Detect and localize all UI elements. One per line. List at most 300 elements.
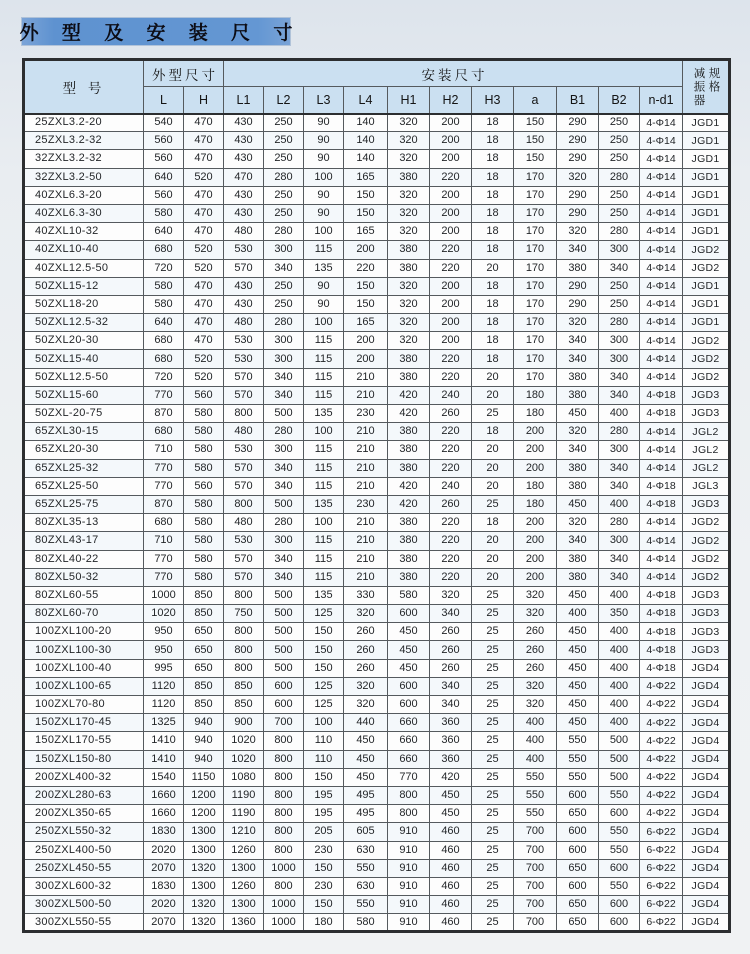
bolt-holes-cell: 4-Φ22 [640,696,683,714]
damper-spec-cell: JGD2 [683,332,730,350]
value-cell: 400 [599,405,640,423]
value-cell: 770 [144,477,184,495]
value-cell: 380 [388,423,430,441]
header-group-row [24,60,730,87]
value-cell: 90 [304,295,344,313]
bolt-holes-cell: 6-Φ22 [640,896,683,914]
value-cell: 320 [388,132,430,150]
damper-spec-cell: JGD4 [683,714,730,732]
value-cell: 25 [472,677,514,695]
subcolumn-header-h3: H3 [472,87,514,114]
value-cell: 320 [514,677,557,695]
value-cell: 220 [430,568,472,586]
value-cell: 1000 [264,859,304,877]
table-row [24,350,730,368]
model-cell: 80ZXL60-70 [24,605,144,623]
damper-spec-cell: JGD4 [683,750,730,768]
value-cell: 18 [472,277,514,295]
damper-label-part1: 减振器 [692,66,705,107]
model-cell: 32ZXL3.2-50 [24,168,144,186]
value-cell: 340 [264,368,304,386]
value-cell: 640 [144,223,184,241]
value-cell: 1000 [144,586,184,604]
model-cell: 150ZXL170-55 [24,732,144,750]
bolt-holes-cell: 4-Φ14 [640,114,683,132]
value-cell: 400 [514,732,557,750]
dimensions-table [22,58,731,933]
value-cell: 450 [557,623,599,641]
value-cell: 450 [557,586,599,604]
value-cell: 600 [599,805,640,823]
value-cell: 150 [304,768,344,786]
value-cell: 1150 [184,768,224,786]
value-cell: 1320 [184,896,224,914]
value-cell: 180 [514,386,557,404]
subcolumn-header-n-d1: n-d1 [640,87,683,114]
value-cell: 200 [514,532,557,550]
bolt-holes-cell: 4-Φ22 [640,714,683,732]
value-cell: 580 [184,459,224,477]
value-cell: 400 [599,623,640,641]
value-cell: 20 [472,568,514,586]
outline-dims-group-header: 外型尺寸 [144,60,224,87]
value-cell: 800 [264,841,304,859]
value-cell: 195 [304,786,344,804]
value-cell: 600 [557,841,599,859]
model-cell: 300ZXL550-55 [24,914,144,932]
bolt-holes-cell: 4-Φ14 [640,568,683,586]
value-cell: 18 [472,114,514,132]
value-cell: 220 [430,368,472,386]
value-cell: 280 [599,223,640,241]
value-cell: 340 [599,550,640,568]
bolt-holes-cell: 4-Φ18 [640,477,683,495]
value-cell: 110 [304,750,344,768]
value-cell: 1320 [184,914,224,932]
value-cell: 800 [264,750,304,768]
value-cell: 115 [304,368,344,386]
value-cell: 110 [304,732,344,750]
value-cell: 680 [144,350,184,368]
value-cell: 250 [599,132,640,150]
value-cell: 25 [472,696,514,714]
bolt-holes-cell: 4-Φ14 [640,368,683,386]
model-cell: 40ZXL10-40 [24,241,144,259]
value-cell: 200 [430,186,472,204]
value-cell: 910 [388,896,430,914]
value-cell: 380 [388,259,430,277]
value-cell: 2070 [144,914,184,932]
value-cell: 210 [344,477,388,495]
value-cell: 1020 [224,732,264,750]
value-cell: 470 [184,332,224,350]
value-cell: 500 [264,659,304,677]
value-cell: 380 [557,459,599,477]
table-row [24,314,730,332]
value-cell: 380 [388,241,430,259]
value-cell: 940 [184,732,224,750]
value-cell: 380 [388,350,430,368]
model-cell: 300ZXL600-32 [24,877,144,895]
value-cell: 660 [388,732,430,750]
value-cell: 580 [184,568,224,586]
value-cell: 125 [304,677,344,695]
value-cell: 470 [184,150,224,168]
value-cell: 25 [472,768,514,786]
value-cell: 290 [557,204,599,222]
table-row [24,768,730,786]
value-cell: 300 [264,332,304,350]
value-cell: 200 [430,114,472,132]
damper-spec-cell: JGD1 [683,168,730,186]
model-cell: 80ZXL43-17 [24,532,144,550]
subcolumn-header-b1: B1 [557,87,599,114]
value-cell: 800 [224,405,264,423]
bolt-holes-cell: 4-Φ14 [640,277,683,295]
value-cell: 25 [472,659,514,677]
value-cell: 18 [472,186,514,204]
value-cell: 18 [472,332,514,350]
value-cell: 940 [184,714,224,732]
value-cell: 210 [344,386,388,404]
value-cell: 340 [557,241,599,259]
value-cell: 220 [430,514,472,532]
value-cell: 770 [144,568,184,586]
value-cell: 700 [514,823,557,841]
value-cell: 165 [344,314,388,332]
model-cell: 25ZXL3.2-20 [24,114,144,132]
value-cell: 560 [184,477,224,495]
bolt-holes-cell: 4-Φ22 [640,786,683,804]
value-cell: 340 [557,532,599,550]
value-cell: 520 [184,241,224,259]
value-cell: 450 [557,696,599,714]
value-cell: 260 [344,641,388,659]
value-cell: 320 [388,332,430,350]
value-cell: 440 [344,714,388,732]
value-cell: 470 [184,114,224,132]
value-cell: 450 [557,659,599,677]
value-cell: 1120 [144,677,184,695]
value-cell: 850 [184,586,224,604]
value-cell: 530 [224,350,264,368]
value-cell: 25 [472,859,514,877]
value-cell: 180 [304,914,344,932]
table-row [24,168,730,186]
value-cell: 25 [472,914,514,932]
value-cell: 300 [599,332,640,350]
value-cell: 550 [599,823,640,841]
table-row [24,186,730,204]
bolt-holes-cell: 4-Φ18 [640,405,683,423]
value-cell: 1190 [224,805,264,823]
value-cell: 280 [264,223,304,241]
value-cell: 910 [388,841,430,859]
model-cell: 150ZXL150-80 [24,750,144,768]
value-cell: 210 [344,423,388,441]
damper-vertical-label [683,67,728,108]
value-cell: 170 [514,368,557,386]
bolt-holes-cell: 4-Φ22 [640,768,683,786]
value-cell: 1000 [264,896,304,914]
value-cell: 450 [430,805,472,823]
value-cell: 470 [184,277,224,295]
value-cell: 600 [388,696,430,714]
value-cell: 290 [557,150,599,168]
value-cell: 320 [557,168,599,186]
value-cell: 260 [344,659,388,677]
value-cell: 170 [514,259,557,277]
value-cell: 910 [388,914,430,932]
value-cell: 700 [514,841,557,859]
value-cell: 700 [514,914,557,932]
value-cell: 1320 [184,859,224,877]
value-cell: 500 [264,641,304,659]
value-cell: 100 [304,514,344,532]
value-cell: 500 [264,495,304,513]
model-cell: 50ZXL15-60 [24,386,144,404]
value-cell: 220 [430,423,472,441]
value-cell: 150 [304,859,344,877]
value-cell: 320 [514,586,557,604]
value-cell: 400 [514,750,557,768]
value-cell: 380 [388,550,430,568]
table-row [24,532,730,550]
value-cell: 230 [304,877,344,895]
value-cell: 580 [144,204,184,222]
value-cell: 25 [472,605,514,623]
bolt-holes-cell: 4-Φ14 [640,350,683,368]
value-cell: 600 [388,605,430,623]
value-cell: 580 [184,532,224,550]
value-cell: 340 [599,459,640,477]
value-cell: 650 [557,914,599,932]
table-row [24,750,730,768]
value-cell: 570 [224,568,264,586]
value-cell: 20 [472,441,514,459]
model-cell: 50ZXL12.5-50 [24,368,144,386]
value-cell: 550 [599,877,640,895]
value-cell: 600 [599,859,640,877]
value-cell: 470 [184,186,224,204]
install-dims-group-header: 安装尺寸 [224,60,683,87]
value-cell: 360 [430,732,472,750]
value-cell: 580 [184,550,224,568]
table-row [24,241,730,259]
bolt-holes-cell: 4-Φ14 [640,186,683,204]
value-cell: 260 [430,495,472,513]
value-cell: 250 [264,114,304,132]
value-cell: 460 [430,859,472,877]
value-cell: 18 [472,423,514,441]
table-row [24,150,730,168]
page-title-banner [19,18,302,45]
value-cell: 25 [472,841,514,859]
value-cell: 150 [304,623,344,641]
value-cell: 340 [264,386,304,404]
model-cell: 65ZXL25-32 [24,459,144,477]
value-cell: 580 [184,423,224,441]
value-cell: 320 [344,605,388,623]
bolt-holes-cell: 4-Φ14 [640,295,683,313]
value-cell: 300 [264,350,304,368]
value-cell: 340 [264,259,304,277]
value-cell: 600 [264,696,304,714]
model-cell: 65ZXL20-30 [24,441,144,459]
value-cell: 380 [557,386,599,404]
value-cell: 150 [344,295,388,313]
value-cell: 25 [472,786,514,804]
value-cell: 380 [388,459,430,477]
model-cell: 100ZXL100-20 [24,623,144,641]
value-cell: 300 [599,241,640,259]
page-title: 外 型 及 安 装 尺 寸 [19,23,302,44]
value-cell: 340 [599,477,640,495]
value-cell: 910 [388,877,430,895]
value-cell: 560 [184,386,224,404]
subcolumn-header-l3: L3 [304,87,344,114]
value-cell: 200 [514,423,557,441]
value-cell: 320 [344,696,388,714]
damper-spec-cell: JGD1 [683,186,730,204]
value-cell: 140 [344,150,388,168]
value-cell: 260 [430,623,472,641]
value-cell: 420 [388,386,430,404]
bolt-holes-cell: 6-Φ22 [640,877,683,895]
value-cell: 210 [344,568,388,586]
table-row [24,514,730,532]
value-cell: 200 [430,132,472,150]
value-cell: 280 [264,314,304,332]
value-cell: 450 [344,732,388,750]
value-cell: 220 [430,168,472,186]
value-cell: 530 [224,241,264,259]
value-cell: 18 [472,241,514,259]
value-cell: 800 [388,786,430,804]
value-cell: 850 [224,696,264,714]
value-cell: 20 [472,477,514,495]
value-cell: 1120 [144,696,184,714]
model-column-header: 型 号 [24,60,144,114]
damper-spec-cell: JGD4 [683,677,730,695]
value-cell: 25 [472,750,514,768]
value-cell: 300 [264,241,304,259]
value-cell: 340 [599,259,640,277]
value-cell: 150 [514,132,557,150]
model-cell: 50ZXL18-20 [24,295,144,313]
value-cell: 220 [430,550,472,568]
value-cell: 300 [599,441,640,459]
value-cell: 1260 [224,841,264,859]
value-cell: 910 [388,859,430,877]
damper-spec-cell: JGD3 [683,386,730,404]
value-cell: 800 [264,786,304,804]
value-cell: 20 [472,459,514,477]
value-cell: 18 [472,514,514,532]
value-cell: 580 [344,914,388,932]
table-body [24,114,730,932]
model-cell: 100ZXL100-40 [24,659,144,677]
value-cell: 300 [599,350,640,368]
bolt-holes-cell: 4-Φ22 [640,732,683,750]
bolt-holes-cell: 4-Φ18 [640,386,683,404]
value-cell: 850 [184,605,224,623]
value-cell: 530 [224,332,264,350]
model-cell: 100ZXL70-80 [24,696,144,714]
value-cell: 25 [472,896,514,914]
value-cell: 560 [144,132,184,150]
value-cell: 230 [344,495,388,513]
value-cell: 220 [430,532,472,550]
value-cell: 710 [144,441,184,459]
damper-spec-cell: JGD4 [683,896,730,914]
value-cell: 150 [344,204,388,222]
value-cell: 640 [144,314,184,332]
value-cell: 560 [144,186,184,204]
value-cell: 18 [472,350,514,368]
value-cell: 600 [599,896,640,914]
model-cell: 80ZXL40-22 [24,550,144,568]
value-cell: 115 [304,550,344,568]
value-cell: 290 [557,132,599,150]
value-cell: 520 [184,168,224,186]
model-cell: 65ZXL30-15 [24,423,144,441]
value-cell: 550 [599,786,640,804]
damper-spec-cell: JGD3 [683,623,730,641]
table-row [24,423,730,441]
table-row [24,204,730,222]
value-cell: 360 [430,750,472,768]
damper-spec-cell: JGD1 [683,150,730,168]
value-cell: 500 [599,768,640,786]
value-cell: 1080 [224,768,264,786]
value-cell: 20 [472,368,514,386]
table-row [24,405,730,423]
bolt-holes-cell: 4-Φ14 [640,332,683,350]
bolt-holes-cell: 6-Φ22 [640,914,683,932]
value-cell: 550 [557,768,599,786]
value-cell: 340 [557,332,599,350]
bolt-holes-cell: 4-Φ14 [640,514,683,532]
value-cell: 210 [344,441,388,459]
value-cell: 18 [472,314,514,332]
value-cell: 800 [224,659,264,677]
value-cell: 100 [304,168,344,186]
value-cell: 20 [472,259,514,277]
table-row [24,568,730,586]
table-row [24,859,730,877]
bolt-holes-cell: 4-Φ14 [640,459,683,477]
value-cell: 90 [304,277,344,295]
value-cell: 1210 [224,823,264,841]
value-cell: 1020 [144,605,184,623]
value-cell: 650 [184,623,224,641]
value-cell: 250 [599,186,640,204]
value-cell: 1020 [224,750,264,768]
value-cell: 550 [557,750,599,768]
table-row [24,805,730,823]
value-cell: 20 [472,532,514,550]
value-cell: 240 [430,386,472,404]
value-cell: 125 [304,605,344,623]
bolt-holes-cell: 4-Φ22 [640,805,683,823]
damper-spec-cell: JGL2 [683,423,730,441]
value-cell: 380 [557,568,599,586]
value-cell: 340 [599,386,640,404]
value-cell: 320 [388,277,430,295]
damper-spec-cell: JGD2 [683,532,730,550]
value-cell: 280 [599,514,640,532]
